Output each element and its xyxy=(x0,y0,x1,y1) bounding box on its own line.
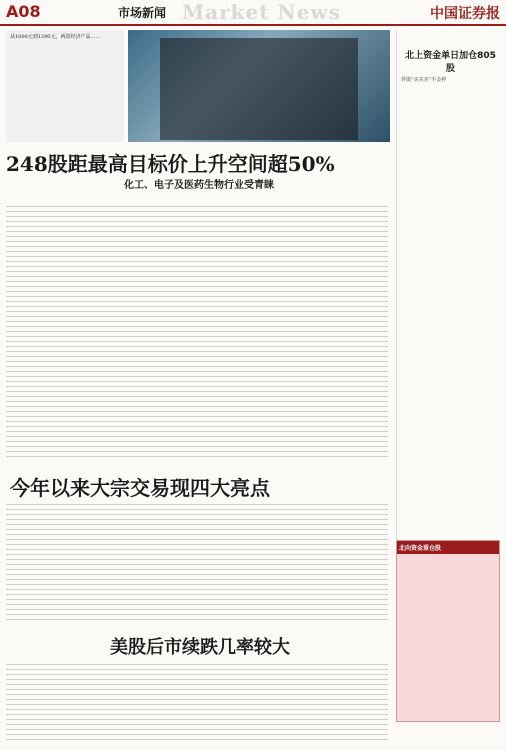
data-table-title: 北向资金重仓股 xyxy=(397,541,499,554)
section-name: 市场新闻 xyxy=(118,6,167,20)
mid-headline: 今年以来大宗交易现四大亮点 xyxy=(10,476,270,500)
section-english-name: Market News xyxy=(182,0,341,24)
newspaper-name: 中国证券报 xyxy=(430,6,500,22)
main-headline: 248股距最高目标价上升空间超50% xyxy=(6,152,335,176)
page-number: A08 xyxy=(6,2,41,21)
right-column-headline: 北上资金单日加仓805股 xyxy=(405,51,496,74)
bottom-headline: 美股后市续跌几率较大 xyxy=(110,637,290,658)
main-subheadline: 化工、电子及医药生物行业受青睐 xyxy=(124,180,274,191)
photo-data-overlay xyxy=(160,38,358,140)
right-column-subheadline: 外资“买买买”不会停 xyxy=(401,77,447,83)
lead-text: 从1000元到1290元，两款经济产品…… xyxy=(10,34,101,40)
masthead xyxy=(0,0,506,26)
article-body-top xyxy=(6,206,388,461)
article-body-middle xyxy=(6,504,388,622)
article-body-bottom xyxy=(6,664,388,742)
data-table-box xyxy=(396,540,500,722)
lead-box xyxy=(6,30,124,142)
